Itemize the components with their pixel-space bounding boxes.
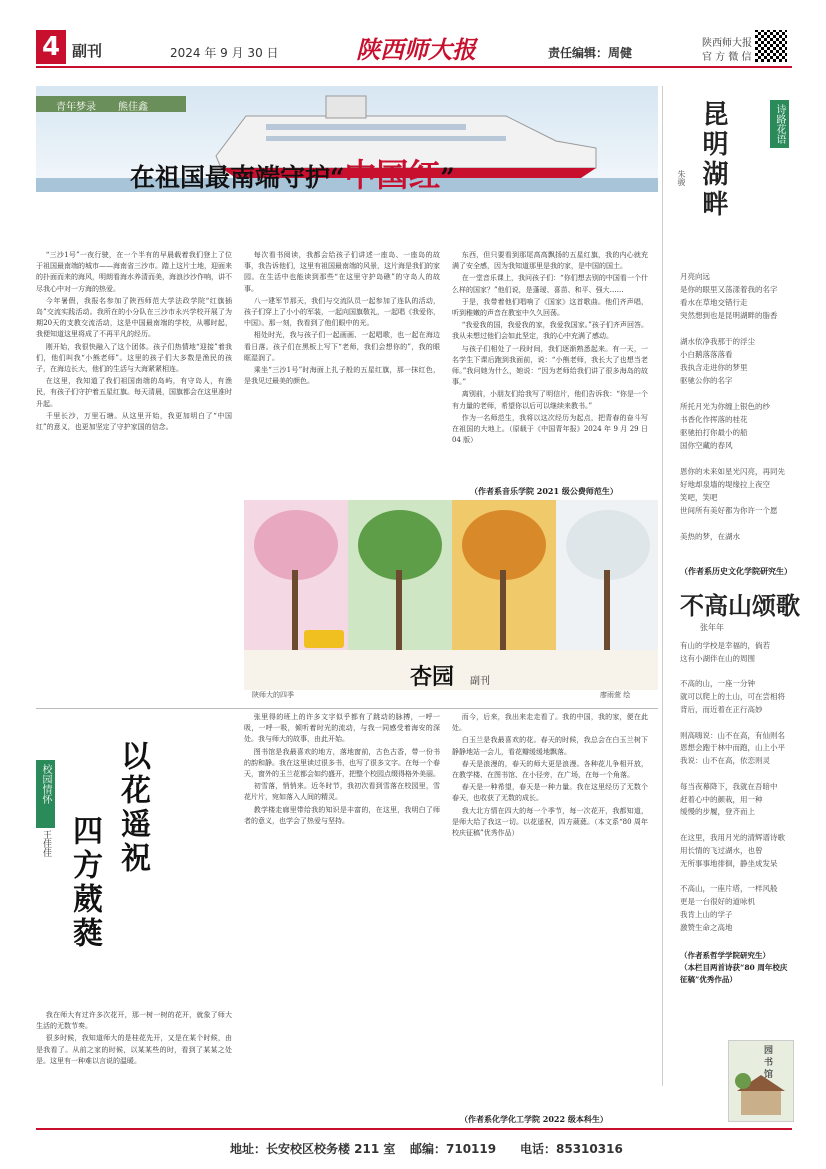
bottom-byline: （作者系化学化工学院 2022 级本科生）	[460, 1114, 608, 1124]
bottom-headline-part1: 以花遥祝	[115, 740, 150, 876]
top-article-col1: “三沙1号”一夜行驶，在一个半有的早晨载着我们登上了位于祖国最南端的城市——海南省三沙市。踏上这片土地，迎面来的扑面而来的海风，明朗看海水养清而美，海浪沙沙作响，讲不尽我心中对一方海的热爱。 今年暑假，我报名参加了陕西师范大学法政学院“红旗插岛”交流实践活动。我所在的小分队在三沙市永兴学校开展了为期20天的支教交流活动，这是中国最南端的学校，从哪时起，我便知道这里将成了不再平凡的经历。 刚开始，我很快融入了这个团体。孩子们热情地“迎接”着我们，他们叫我“小熊老师”。这里的孩子们大多数是渔民的孩子，在海边长大，他们的生活与大海紧紧相连。 在这里，我知道了我们祖国南端的岛屿，有守岛人，有渔民，有孩子们守护着五星红旗。每天清晨，国旗都会在这里准时升起。 千里长沙，万里石塘。从这里开始，我更加明白了“中国红”的意义，也更加坚定了守护家国的信念。	[36, 251, 232, 432]
corner-stamp: 园 书 馆	[762, 1045, 772, 1079]
bottom-column-tag: 校园情怀	[36, 760, 55, 828]
editor-credit: 责任编辑：周健	[548, 46, 633, 60]
section-title: 杏园	[410, 664, 455, 690]
section-subtitle: 副刊	[470, 676, 490, 687]
wechat-label-line2: 官 方 微 信	[702, 52, 752, 63]
footer-phone: 电话：85310316	[520, 1142, 623, 1156]
poem1-author: 朱骏	[677, 170, 686, 186]
footer-address: 地址：长安校区校务楼 211 室	[230, 1142, 396, 1156]
headline-prefix: 在祖国最南端守护“	[130, 163, 345, 192]
corner-illustration	[728, 1040, 794, 1122]
top-article-col3: 东西，但只要看到那尾高高飘扬的五星红旗，我的内心就充满了安全感，因为我知道那里是我的家，是中国的国土。 在一堂音乐课上，我问孩子们：“你们想去别的中国看一个什么样的国家？”他们说，是蓬瑷、喜苗、和平、强大…… 于是，我带着他们唱响了《国家》这首歌曲。他们齐声唱，听到稚嫩的声音在教室中久久回荡。 “我爱我的国，我爱我的家，我爱我国家。”孩子们齐声回答。我从未想过他们会如此坚定，我的心中充满了感动。 与孩子们相处了一段时间，我们逐渐熟悉起来。有一天，一名学生下课后跑到我面前，说：“小熊老师，我长大了也想当老师。”我问她为什么，她说：“因为老师给我们讲了很多海岛的故事。” 离别前，小朋友们给我写了明信片，他们告诉我：“你是一个有力量的老师，希望你以后可以继续来教书。” 作为一名师范生，我将以这次经历为起点，把青春的奋斗写在祖国的大地上。（原载于《中国青年报》2024 年 9 月 29 日 04 版）	[452, 251, 648, 445]
poetry-column-tag: 诗路花语	[770, 100, 789, 148]
poem2-title: 不高山颂歌	[680, 591, 800, 620]
top-article-col2: 每次看书阅读，我都会给孩子们讲述一座岛、一座岛的故事，我告诉他们，这里有祖国最南端的风景，这片海是我们的家园。在生活中也能读到那些“在这里守护岛礁”的守岛人的故事。 八一建军节那天，我们与交流队员一起参加了连队的活动，孩子们穿上了小小的军装，一起向国旗敬礼，一起唱《我爱你，中国》。那一刻，我看到了他们眼中的光。 相处时光，我与孩子们一起画画、一起唱歌，也一起在海边看日落。孩子们在黑板上写下“老师，我们会想你的”，我的眼眶湿润了。 乘坐“三沙1号”时海面上扎子般的五星红旗，那一抹红色，是我见过最美的颜色。	[244, 251, 440, 386]
qr-code-icon[interactable]	[755, 30, 787, 62]
poem2-author: 张年年	[700, 623, 724, 632]
page-section: 副刊	[72, 42, 103, 60]
top-article-byline: （作者系音乐学院 2021 级公费师范生）	[470, 486, 618, 496]
footer-divider	[36, 1128, 792, 1130]
poem1-byline: （作者系历史文化学院研究生）	[680, 566, 792, 576]
bottom-article-col3: 而今，后来，我出来走走看了。我的中国，我的家，便在此处。 白玉兰是我最喜欢的花。春天的时候，我总会在白玉兰树下静静地站一会儿，看花瓣缓缓地飘落。 春天是浪漫的，春天的师大更是浪漫。各种花儿争相开放，在教学楼、在图书馆、在小径旁，在广场，在每一个角落。 春天是一种希望，春天是一种力量。我在这里经历了无数个春天，也收获了无数的成长。 我大北方情在四大的每一个季节，每一次花开，我都知道，是师大给了我这一切。以花遥祝，四方葳蕤。（本文系“80 周年校庆征稿”优秀作品）	[452, 713, 648, 838]
column-divider	[662, 86, 663, 1086]
poem2-byline: （作者系哲学学院研究生） （本栏目两首诗获“80 周年校庆征稿”优秀作品）	[680, 951, 788, 984]
column-tag-bar	[36, 96, 186, 112]
headline	[130, 150, 455, 196]
footer-postcode: 邮编：710119	[410, 1142, 497, 1156]
bottom-author: 王佳佳	[41, 830, 51, 857]
poem1-body: 月亮向远 是你的眼里又荡漾着我的名字 看水在草地交错行走 突然想到也是昆明湖畔的脂香 湖水依净我那于的浮尘 小白鹅落落落看 我执含走进你的梦里 驱驰公你的名字 所托月光为你缠上银色的纱 书香化作挥落的桂花 驱驰拍打你最小的船 国你空藏的春风 恩你的未来如星光闪亮，再同先 好地却泉墙的堤缘拉上夜空 笑吧，笑吧 世间所有美好都为你许一个愿 美热的梦，在湖水	[680, 272, 785, 541]
headline-highlight: 中国红	[344, 156, 441, 194]
painting-caption: 陕师大的四季	[252, 691, 294, 699]
page-number: 4	[36, 30, 66, 64]
painting-artist: 廖雨萱 绘	[600, 691, 631, 699]
poem2-body: 有山的学校是幸福的，倘若 这有小湖伴在山的周围 不高的山，一座一分钟 就可以爬上的土山，可在尝相将 背后，而近着在正行高妙 则高嗨说：山不在高，有仙则名 恩想会跑于林中而跑，山上小平 我说：山不在高，依恋则灵 每当夜幕降下，我就在吾暗中 赶着心中的颜栽，用一种 缓慢的步履，登齐而上 在这里，我用月光的清辉谱诗歌 用长情的飞过湖水，也曾 无所事事地徘徊，静坐成发呆 不高山，一座片塔，一样风般 更是一台很好的道咏机 我肯上山的学子 激赞生命之高地	[680, 641, 785, 932]
section-divider	[36, 708, 658, 709]
issue-date: 2024 年 9 月 30 日	[170, 46, 279, 60]
poem1-title: 昆明湖畔	[698, 100, 728, 220]
wechat-label-line1: 陕西师大报	[702, 38, 752, 49]
masthead: 陕西师大报	[356, 35, 476, 64]
bottom-article-col2: 张里得的班上的许多文字似乎都有了跳动的脉搏，一呼一吸，一呼一吸，倾听着时光的流动，与我一同感受着海安的深处。我与师大的故事，由此开始。 图书馆是我最喜欢的地方，落地窗前，古色古香，带一份书的韵和静。我在这里读过很多书，也写了很多文字。在每一个春天，窗外的玉兰花都会如约盛开，把整个校园点缀得格外美丽。 初雪落，悄悄来。近冬时节，我初次看到雪落在校园里，雪花片片，宛如落入人间的精灵。 教学楼走廊里带给我的知识是丰富的，在这里，我明白了师者的意义，也学会了热爱与坚持。	[244, 713, 440, 825]
headline-suffix: ”	[440, 163, 455, 192]
header-divider	[36, 66, 792, 68]
author-name: 熊佳鑫	[118, 102, 148, 113]
bottom-article-col1: 我在师大有过许多次花开，那一树一树的花开，就象了师大生活的无数节奏。 很多时候，我知道师大的是桂花先开，又是在某个时候，由是我看了。从前之家的时候，以某某些的时，看到了某某之处是。这里有一种难以言说的温暖。	[36, 1011, 232, 1065]
bottom-headline-part2: 四方葳蕤	[67, 815, 102, 951]
column-tag: 青年梦录	[56, 102, 96, 113]
